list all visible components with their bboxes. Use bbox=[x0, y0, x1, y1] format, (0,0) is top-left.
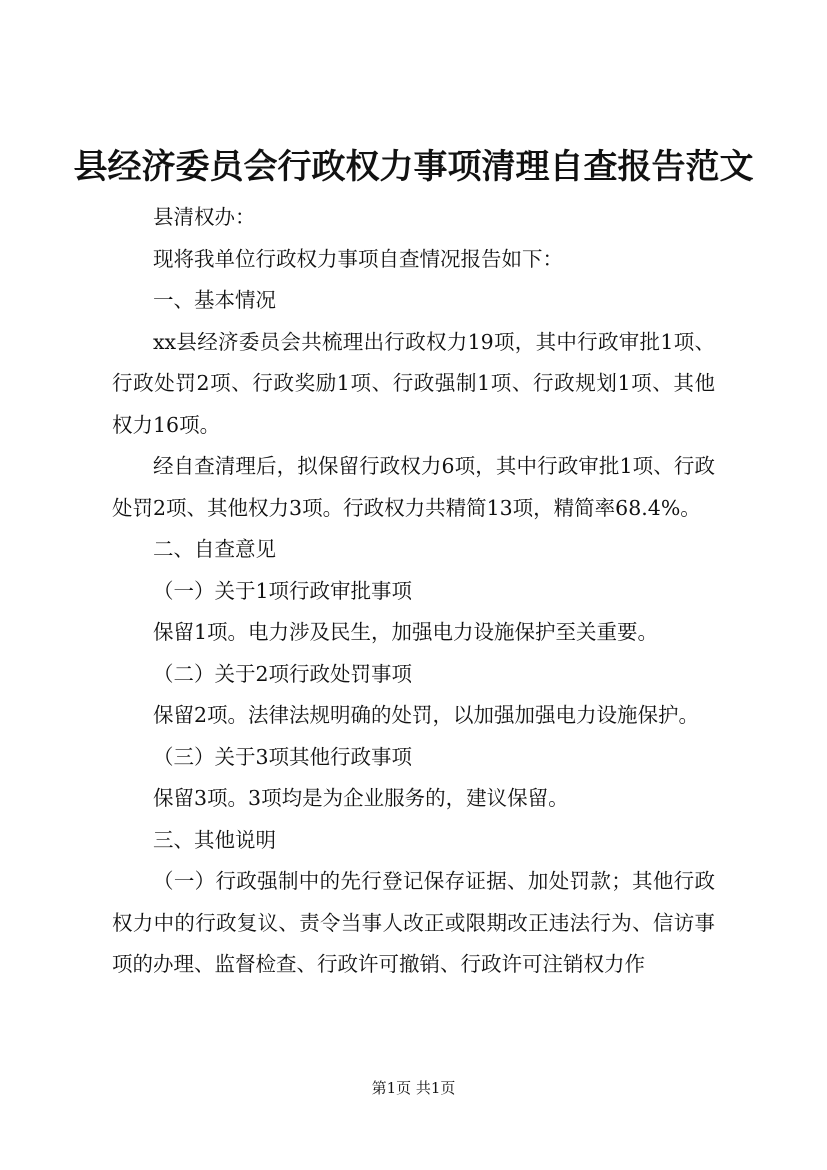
document-body bbox=[112, 197, 715, 986]
page-footer: 第1页 共1页 bbox=[371, 1079, 456, 1097]
subheading-penalty: （二）关于2项行政处罚事项 bbox=[153, 661, 413, 686]
section-heading-other-notes: 三、其他说明 bbox=[153, 827, 276, 852]
subheading-other-items: （三）关于3项其他行政事项 bbox=[153, 744, 413, 769]
basic-info-paragraph-2: 经自查清理后，拟保留行政权力6项，其中行政审批1项、行政处罚2项、其他权力3项。行政权力共精简13项，精简率68.4%。 bbox=[112, 454, 715, 520]
penalty-paragraph: 保留2项。法律法规明确的处罚，以加强加强电力设施保护。 bbox=[153, 703, 700, 727]
document-title: 县经济委员会行政权力事项清理自查报告范文 bbox=[73, 147, 754, 187]
salutation: 县清权办： bbox=[153, 205, 256, 229]
other-notes-paragraph: （一）行政强制中的先行登记保存证据、加处罚款；其他行政权力中的行政复议、责令当事人改正或限期改正违法行为、信访事项的办理、监督检查、行政许可撤销、行政许可注销权力作 bbox=[112, 869, 715, 976]
basic-info-paragraph-1: xx县经济委员会共梳理出行政权力19项，其中行政审批1项、行政处罚2项、行政奖励1项、行政强制1项、行政规划1项、其他权力16项。 bbox=[112, 329, 715, 437]
intro-paragraph: 现将我单位行政权力事项自查情况报告如下： bbox=[153, 246, 563, 271]
approval-paragraph: 保留1项。电力涉及民生，加强电力设施保护至关重要。 bbox=[153, 620, 659, 644]
section-heading-self-check: 二、自查意见 bbox=[153, 537, 276, 561]
section-heading-basic-info: 一、基本情况 bbox=[153, 288, 276, 312]
other-items-paragraph: 保留3项。3项均是为企业服务的，建议保留。 bbox=[153, 786, 569, 810]
subheading-approval: （一）关于1项行政审批事项 bbox=[153, 578, 413, 603]
